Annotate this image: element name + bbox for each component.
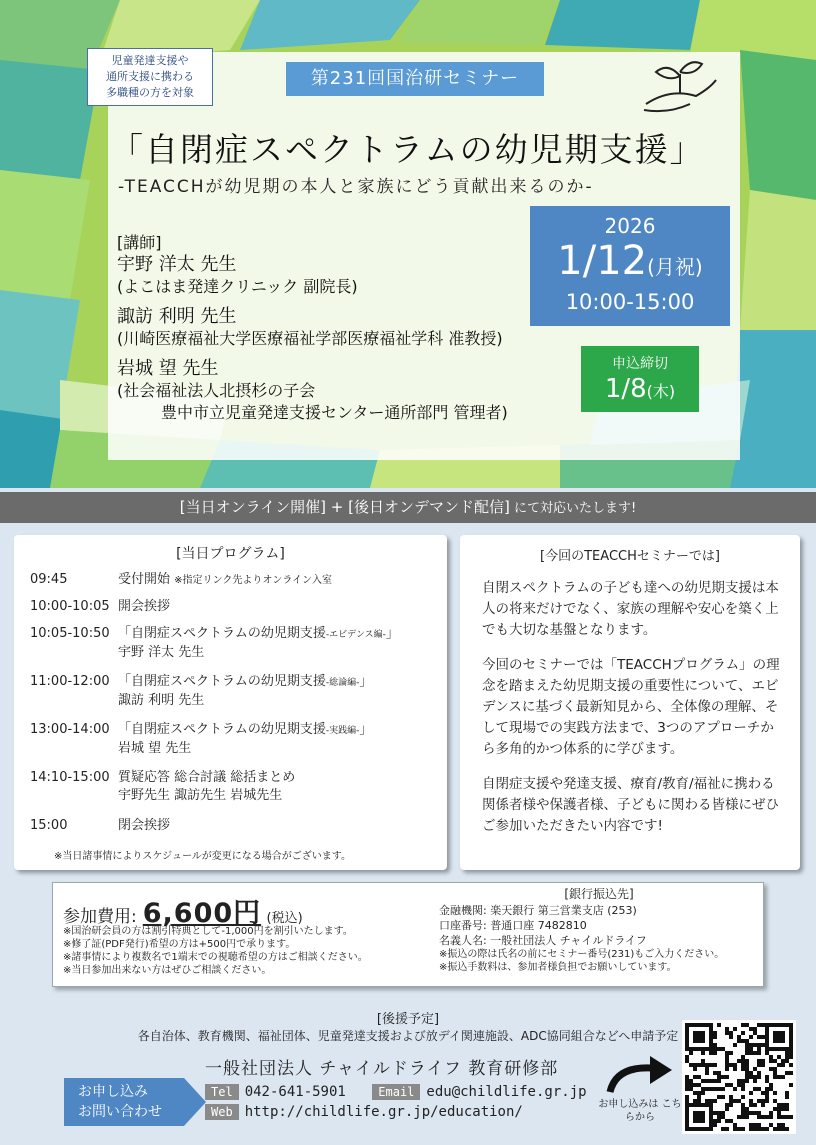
web-url[interactable]: http://childlife.gr.jp/education/	[244, 1104, 523, 1120]
delivery-banner	[0, 492, 816, 523]
plant-hand-icon	[640, 58, 720, 116]
program-time: 11:00-12:00	[30, 674, 110, 689]
target-line: 多職種の方を対象	[106, 86, 194, 99]
about-paragraph: 自閉スペクトラムの子ども達への幼児期支援は本人の将来だけでなく、家族の理解や安心を築く上でも大切な基盤となります。	[482, 580, 779, 638]
event-time: 10:00-15:00	[565, 290, 695, 314]
contact-button-line: お問い合わせ	[78, 1104, 162, 1120]
web-line	[205, 1104, 523, 1120]
program-speaker: 岩城 望 先生	[118, 741, 192, 756]
speakers-section	[117, 232, 587, 424]
speaker-name: 諏訪 利明 先生	[117, 306, 237, 327]
curved-arrow-icon	[606, 1056, 676, 1096]
program-item: 「自閉症スペクトラムの幼児期支援	[118, 674, 326, 689]
about-panel	[460, 535, 800, 870]
program-item: 閉会挨拶	[118, 818, 171, 833]
event-day: (月祝)	[647, 255, 703, 279]
email-label: Email	[372, 1084, 420, 1100]
target-line: 通所支援に携わる	[106, 70, 194, 83]
speaker-role: 豊中市立児童発達支援センター通所部門 管理者)	[161, 403, 508, 422]
about-paragraph: 自閉症支援や発達支援、療育/教育/福祉に携わる関係者様や保護者様、子どもに関わる皆様にぜひご参加いただきたい内容です!	[482, 776, 779, 834]
seminar-number-label: 第231回国治研セミナー	[286, 62, 544, 96]
program-speaker: 宇野 洋太 先生	[118, 645, 205, 660]
target-line: 児童発達支援や	[111, 54, 189, 67]
fee-tax: (税込)	[266, 911, 303, 926]
email-address[interactable]: edu@childlife.gr.jp	[426, 1084, 587, 1100]
fee-note: ※国治研会員の方は割引特典として-1,000円を割引いたします。	[63, 926, 353, 937]
event-date	[530, 238, 730, 290]
program-row	[30, 598, 170, 616]
banner-main: [当日オンライン開催] + [後日オンデマンド配信]	[179, 498, 510, 516]
target-audience-box	[87, 48, 213, 106]
program-note: ※当日諸事情によりスケジュールが変更になる場合がございます。	[54, 851, 351, 862]
deadline-date-value: 1/8	[604, 374, 647, 404]
apply-note: お申し込みは こちらから	[598, 1099, 682, 1123]
speaker-role: (川崎医療福祉大学医療福祉学部医療福祉学科 准教授)	[117, 329, 503, 348]
organization-name: 一般社団法人 チャイルドライフ 教育研修部	[205, 1059, 559, 1079]
bank-note: ※振込手数料は、参加者様負担でお願いしています。	[439, 962, 677, 973]
fee-price: 6,600円	[142, 898, 262, 929]
program-time: 13:00-14:00	[30, 722, 110, 737]
subtitle: -TEACCHが幼児期の本人と家族にどう貢献出来るのか-	[118, 177, 594, 197]
web-label: Web	[205, 1104, 239, 1120]
program-row	[30, 571, 332, 590]
tel-label: Tel	[205, 1084, 239, 1100]
event-date-box	[530, 206, 730, 326]
program-item: 開会挨拶	[118, 599, 171, 614]
deadline-box	[581, 346, 699, 412]
fee-notes	[63, 925, 433, 977]
speaker-role: (よこはま発達クリニック 副院長)	[117, 277, 358, 296]
deadline-date	[581, 373, 699, 408]
program-heading: [当日プログラム]	[176, 546, 285, 562]
program-time: 10:00-10:05	[30, 599, 110, 614]
bank-info	[439, 887, 759, 974]
deadline-label: 申込締切	[612, 356, 668, 372]
support-body: 各自治体、教育機関、福祉団体、児童発達支援および放デイ関連施設、ADC協同組合などへ申請予定	[137, 1029, 679, 1043]
event-year: 2026	[604, 214, 656, 238]
program-row	[30, 721, 372, 758]
bank-line: 名義人名: 一般社団法人 チャイルドライフ	[439, 934, 647, 947]
program-time: 15:00	[30, 818, 68, 833]
program-item-end: 」	[385, 626, 399, 641]
qr-code-image	[685, 1023, 793, 1131]
bank-line: 金融機関: 楽天銀行 第三営業支店 (253)	[439, 904, 637, 917]
speaker-name: 宇野 洋太 先生	[117, 254, 237, 275]
contact-button[interactable]	[64, 1078, 184, 1126]
event-date-value: 1/12	[557, 238, 648, 284]
program-item: 「自閉症スペクトラムの幼児期支援	[118, 626, 326, 641]
program-item: 質疑応答 総合討議 総括まとめ	[118, 770, 296, 785]
program-time: 14:10-15:00	[30, 770, 110, 785]
fee-note: ※諸事情により複数名で1端末での視聴希望の方はご相談ください。	[63, 952, 368, 963]
about-paragraph: 今回のセミナーでは「TEACCHプログラム」の理念を踏まえた幼児期支援の重要性について、エビデンスに基づく最新知見から、全体像の理解、そして現場での実践方法まで、3つのアプローチから多角的かつ体系的に学びます。	[482, 657, 780, 757]
program-time: 09:45	[30, 572, 68, 587]
support-heading: [後援予定]	[376, 1012, 440, 1027]
program-row	[30, 673, 372, 710]
banner-tail: にて対応いたします!	[509, 501, 637, 516]
program-speaker: 諏訪 利明 先生	[118, 693, 205, 708]
qr-code[interactable]	[682, 1020, 796, 1134]
tel-number[interactable]: 042-641-5901	[244, 1084, 346, 1100]
program-speaker: 宇野先生 諏訪先生 岩城先生	[118, 788, 283, 803]
fee-label: 参加費用:	[63, 907, 137, 927]
fee-note: ※当日参加出来ない方はぜひご相談ください。	[63, 965, 272, 976]
about-heading: [今回のTEACCHセミナーでは]	[540, 549, 720, 564]
program-item-end: 」	[359, 722, 373, 737]
contact-button-line: お申し込み	[78, 1084, 148, 1100]
program-item-part: -エビデンス編-	[325, 630, 386, 640]
program-time: 10:05-10:50	[30, 626, 110, 641]
program-row	[30, 625, 399, 662]
program-item: 「自閉症スペクトラムの幼児期支援	[118, 722, 326, 737]
speakers-heading: [講師]	[117, 233, 162, 252]
program-note: ※指定リンク先よりオンライン入室	[174, 575, 333, 586]
program-row	[30, 817, 170, 835]
main-title: 「自閉症スペクトラムの幼児期支援」	[110, 130, 705, 169]
bank-line: 口座番号: 普通口座 7482810	[439, 919, 587, 932]
program-item-part: -総論編-	[325, 678, 360, 688]
tel-email-line	[205, 1084, 587, 1100]
program-row	[30, 769, 295, 805]
program-item-part: -実践編-	[325, 726, 360, 736]
program-panel	[14, 535, 447, 870]
speaker-role: (社会福祉法人北摂杉の子会	[117, 381, 316, 400]
deadline-day: (木)	[646, 382, 676, 401]
fee-panel	[52, 882, 764, 987]
bank-heading: [銀行振込先]	[564, 887, 634, 901]
speaker-name: 岩城 望 先生	[117, 358, 219, 379]
bank-note: ※振込の際は氏名の前にセミナー番号(231)もご入力ください。	[439, 949, 725, 960]
fee-note: ※修了証(PDF発行)希望の方は+500円で承ります。	[63, 939, 296, 950]
program-item: 受付開始	[118, 572, 171, 587]
program-item-end: 」	[359, 674, 373, 689]
